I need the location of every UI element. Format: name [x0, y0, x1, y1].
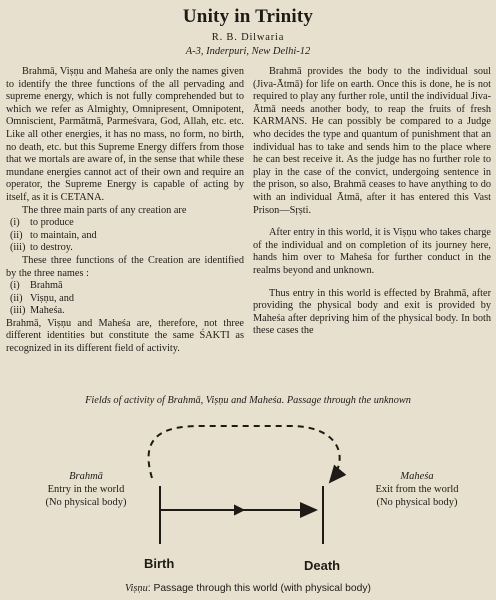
left-paragraph-2: The three main parts of any creation are: [22, 204, 187, 216]
list-item: (i) to produce: [10, 217, 74, 229]
list-item: (iii) Maheśa.: [10, 305, 65, 317]
passage-diagram: [0, 408, 496, 584]
article-title: Unity in Trinity: [182, 6, 314, 27]
death-label: Death: [304, 558, 341, 573]
mid-arrow-icon: [234, 505, 244, 515]
right-column: [253, 66, 491, 338]
brahma-label: Brahmā Entry in the world (No physical body): [45, 471, 127, 508]
left-paragraph-4: Brahmā, Viṣṇu and Maheśa are, therefore, not three different identities but constitute the same ŚAKTI as recognized in its different field of activity.: [6, 317, 244, 355]
three-names-list: [6, 280, 244, 318]
unknown-passage-arc: [149, 426, 340, 482]
list-item: (ii) to maintain, and: [10, 229, 97, 241]
right-paragraph-3: Thus entry in this world is effected by Brahmā, after providing the physical body and exit is provided by Maheśa after depriving him of the physical body. In both these cases the: [253, 287, 491, 337]
vishnu-name: Viṣṇu: [125, 583, 148, 594]
left-paragraph-1: Brahmā, Viṣṇu and Maheśa are only the names given to identify the three functions of the all pervading and supreme energy, which is not fully comprehended but to which we refer as Almighty, Omnipresent, Omnipotent, Omniscient, Parmātmā, Parmeśvara, God, Allah, etc. etc. Like all other energies, it has no mass, no form, no birth, no death, etc. but this Supreme Energy differs from those that we mortals are aware of, in the sense that while these mundane energies cannot act of their own and require an operator, the Supreme Energy is capable of acting by itself, as it is CETANA.: [6, 66, 244, 203]
author-name: R. B. Dilwaria: [211, 32, 285, 43]
creation-parts-list: [6, 217, 244, 255]
bottom-caption-text: : Passage through this world (with physical body): [147, 583, 371, 594]
list-item: (ii) Viṣṇu, and: [10, 292, 74, 304]
left-column: [6, 66, 244, 356]
figure-caption: Fields of activity of Brahmā, Viṣṇu and Maheśa. Passage through the unknown: [85, 395, 411, 406]
birth-label: Birth: [144, 556, 175, 571]
right-paragraph-1: Brahmā provides the body to the individual soul (Jiva-Ātmā) for life on earth. Once this is done, he is not required to play any further role, until the individual Jiva-Ātmā needs another body, to reap the fruits of fresh KARMANS. He can possibly be compared to a Judge who decides the type and quantum of punishment that an individual has to take and sends him to the place where he can best receive it. As the judge has no further role to play in the case of the convict, undergoing sentence in the prison, so also, Brahmā ceases to have anything to do with an individual Ātmā, after it has entered this Vast Prison—Sṛṣti.: [253, 66, 491, 216]
bottom-caption: [0, 583, 496, 594]
list-item: (i) Brahmā: [10, 280, 63, 292]
mahesa-label: Maheśa Exit from the world (No physical body): [375, 471, 459, 508]
list-item: (iii) to destroy.: [10, 242, 73, 254]
right-paragraph-2: After entry in this world, it is Viṣṇu who takes charge of the individual and on completion of its journey here, hands him over to Maheśa for further conduct in the realms beyond and unknown.: [253, 227, 491, 276]
author-address: A-3, Inderpuri, New Delhi-12: [185, 46, 311, 57]
left-paragraph-3: These three functions of the Creation are identified by the three names :: [6, 254, 244, 279]
